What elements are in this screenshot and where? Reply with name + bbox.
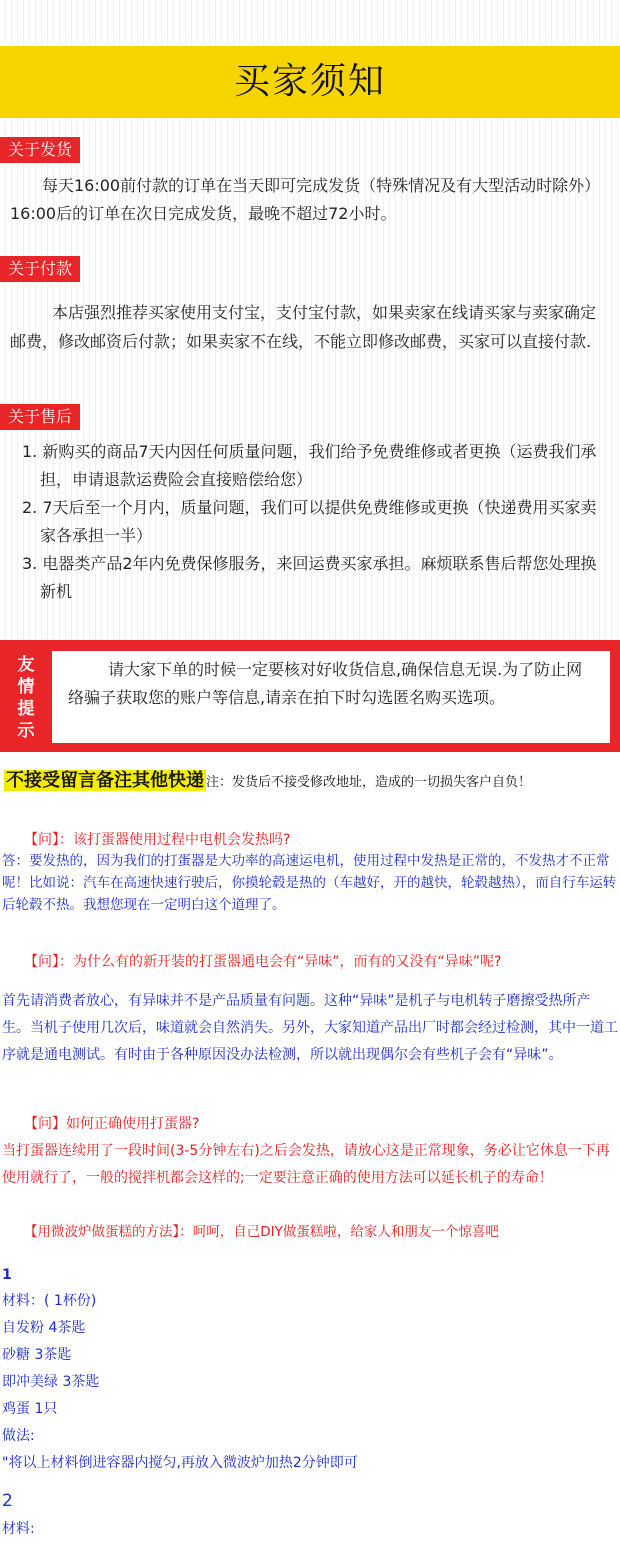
recipe-line: 鸡蛋 1只 [2,1401,58,1417]
shipping-text: 每天16:00前付款的订单在当天即可完成发货（特殊情况及有大型活动时除外）16:00后的订单在次日完成发货，最晚不超过72小时。 [10,176,601,223]
tips-label-char: 友 [17,655,35,675]
recipe-lines [2,1288,602,1477]
recipe-line: 即冲美绿 3茶匙 [2,1374,100,1390]
faq-answer: 当打蛋器连续用了一段时间(3-5分钟左右)之后会发热，请放心这是正常现象，务必让它休息一下再使用就行了，一般的搅拌机都会这样的;一定要注意正确的使用方法可以延长机子的寿命！ [2,1143,610,1186]
section-label-aftersale: 关于售后 [0,404,80,430]
tips-label-char: 示 [17,721,35,741]
recipe-number: 2 [2,1491,13,1511]
recipe-line: 自发粉 4茶匙 [2,1320,86,1336]
faq-question: 【问】：为什么有的新开装的打蛋器通电会有“异味”，而有的又没有“异味”呢? [24,954,502,970]
notice [4,766,616,795]
recipe-line: 材料：( 1杯份) [2,1293,97,1309]
tips-label [8,654,44,744]
recipe-line: "将以上材料倒进容器内搅匀,再放入微波炉加热2分钟即可 [2,1455,358,1471]
payment-text: 本店强烈推荐买家使用支付宝，支付宝付款，如果卖家在线请买家与卖家确定邮费，修改邮资后付款；如果卖家不在线，不能立即修改邮费，买家可以直接付款. [10,303,597,351]
faq-question: 【问】如何正确使用打蛋器? [24,1116,200,1132]
section-label-payment: 关于付款 [0,256,80,282]
tips-label-char: 情 [17,677,35,697]
section-label-shipping: 关于发货 [0,137,80,163]
recipe-line: 做法: [2,1428,35,1444]
recipe-label: 材料: [2,1521,35,1537]
microwave-title: 【用微波炉做蛋糕的方法】：呵呵，自己DIY做蛋糕啦，给家人和朋友一个惊喜吧 [24,1224,499,1240]
faq-answer: 答：要发热的，因为我们的打蛋器是大功率的高速运电机，使用过程中发热是正常的，不发热才不正常呢！比如说：汽车在高速快速行驶后，你摸轮毂是热的（车越好，开的越快，轮毂越热），而自行车运转后轮毂不热。我想您现在一定明白这个道理了。 [2,853,617,913]
aftersale-list [22,438,612,606]
page-title: 买家须知 [233,61,386,102]
aftersale-item: 3. 电器类产品2年内免费保修服务，来回运费买家承担。麻烦联系售后帮您处理换新机 [22,554,597,601]
notice-highlight: 不接受留言备注其他快递 [6,770,204,791]
tips-label-char: 提 [17,699,35,719]
aftersale-item: 1. 新购买的商品7天内因任何质量问题，我们给予免费维修或者更换（运费我们承担，申请退款运费险会直接赔偿给您） [22,442,597,489]
aftersale-item: 2. 7天后至一个月内，质量问题，我们可以提供免费维修或更换（快递费用买家卖家各承担一半） [22,498,597,545]
faq-answer: 首先请消费者放心，有异味并不是产品质量有问题。这种“异味”是机子与电机转子磨擦受热所产生。当机子使用几次后，味道就会自然消失。另外，大家知道产品出厂时都会经过检测，其中一道工序就是通电测试。有时由于各种原因没办法检测，所以就出现偶尔会有些机子会有“异味”。 [2,993,618,1063]
tips-text: 请大家下单的时候一定要核对好收货信息,确保信息无误.为了防止网络骗子获取您的账户等信息,请亲在拍下时勾选匿名购买选项。 [68,660,583,707]
faq-question: 【问】：该打蛋器使用过程中电机会发热吗? [24,832,291,848]
recipe-line: 砂糖 3茶匙 [2,1347,72,1363]
notice-text: 注：发货后不接受修改地址，造成的一切损失客户自负！ [206,775,532,790]
recipe-number: 1 [2,1267,12,1283]
